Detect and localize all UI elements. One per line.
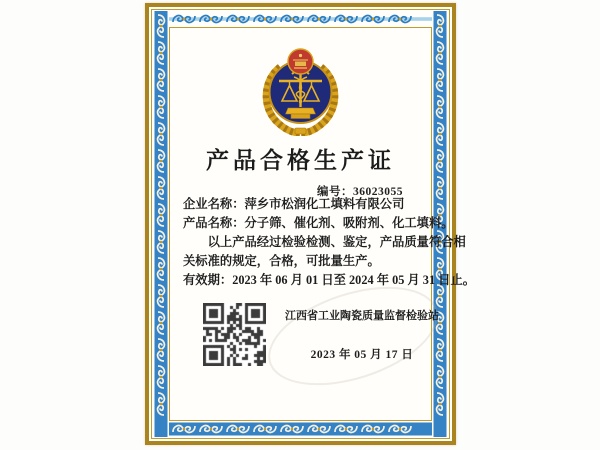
company-line bbox=[183, 195, 426, 214]
qr-code bbox=[203, 303, 266, 366]
serial-label: 编号： bbox=[317, 186, 353, 198]
serial-number: 36023055 bbox=[353, 186, 403, 198]
statement-line-2: 关标准的规定，合格，可批量生产。 bbox=[183, 254, 380, 268]
certificate-body bbox=[183, 195, 476, 290]
issuer-block bbox=[282, 307, 442, 362]
ornamental-border-left bbox=[153, 11, 169, 437]
quality-supervision-emblem-icon bbox=[258, 43, 343, 136]
product-label: 产品名称： bbox=[183, 216, 245, 230]
product-value: 分子筛、催化剂、吸附剂、化工填料。 bbox=[244, 216, 454, 230]
company-value: 萍乡市松润化工填料有限公司 bbox=[244, 197, 405, 211]
ornamental-border-bottom bbox=[169, 421, 432, 437]
product-line bbox=[183, 214, 454, 233]
company-label: 企业名称： bbox=[183, 197, 245, 211]
validity-line bbox=[183, 271, 476, 290]
ornamental-border-top bbox=[169, 11, 432, 27]
certificate-card bbox=[145, 3, 476, 445]
issue-date: 2023 年 05 月 17 日 bbox=[310, 349, 414, 361]
validity-value: 2023 年 06 月 01 日至 2024 年 05 月 31 日止。 bbox=[232, 273, 476, 287]
issuer-name: 江西省工业陶瓷质量监督检验站 bbox=[285, 310, 439, 322]
certificate-title: 产品合格生产证 bbox=[206, 148, 395, 173]
validity-label: 有效期： bbox=[183, 273, 233, 287]
statement-line-1: 以上产品经过检验检测、鉴定，产品质量符合相 bbox=[207, 235, 466, 249]
